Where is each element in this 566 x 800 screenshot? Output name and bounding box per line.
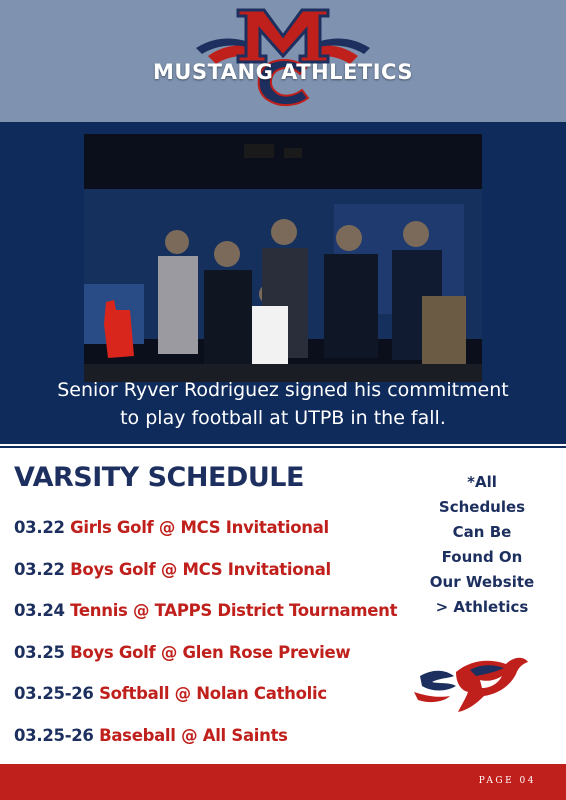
note-line: Our Website	[429, 573, 535, 591]
schedule-date: 03.22	[14, 559, 65, 579]
signing-day-photo	[84, 134, 482, 382]
caption-line-1: Senior Ryver Rodriguez signed his commitment	[57, 379, 509, 401]
schedule-event: Softball @ Nolan Catholic	[99, 684, 327, 703]
schedule-date: 03.25-26	[14, 725, 94, 745]
feature-section	[0, 122, 566, 442]
schedule-event: Tennis @ TAPPS District Tournament	[70, 601, 398, 620]
schedules-note	[412, 470, 552, 620]
schedule-event: Boys Golf @ MCS Invitational	[70, 559, 331, 579]
note-line: Schedules	[438, 498, 526, 516]
schedule-row	[14, 643, 414, 685]
schedule-row	[14, 684, 414, 726]
note-line: Found On	[441, 548, 523, 566]
schedule-date: 03.24	[14, 601, 65, 620]
header-title: MUSTANG ATHLETICS	[153, 60, 413, 84]
note-line: *All	[467, 473, 497, 491]
schedule-date: 03.25	[14, 642, 65, 662]
schedule-row	[14, 560, 414, 602]
section-divider-thin	[0, 446, 566, 448]
photo-caption	[0, 376, 566, 432]
header-banner	[0, 0, 566, 122]
schedule-title: VARSITY SCHEDULE	[14, 462, 304, 493]
schedule-event: Girls Golf @ MCS Invitational	[70, 518, 329, 537]
page-number: PAGE 04	[478, 776, 536, 786]
footer-bar	[0, 764, 566, 800]
mustang-logo-icon	[188, 4, 378, 112]
mustang-horse-icon	[410, 652, 532, 716]
note-line: Can Be	[452, 523, 512, 541]
schedule-row	[14, 518, 414, 560]
section-divider	[0, 440, 566, 444]
schedule-row	[14, 726, 414, 768]
schedule-event: Boys Golf @ Glen Rose Preview	[70, 642, 351, 662]
schedule-date: 03.22	[14, 518, 65, 537]
note-line: > Athletics	[435, 598, 529, 616]
schedule-row	[14, 601, 414, 643]
caption-line-2: to play football at UTPB in the fall.	[120, 407, 446, 429]
schedule-event: Baseball @ All Saints	[99, 725, 288, 745]
schedule-date: 03.25-26	[14, 684, 94, 703]
schedule-list	[14, 518, 414, 767]
